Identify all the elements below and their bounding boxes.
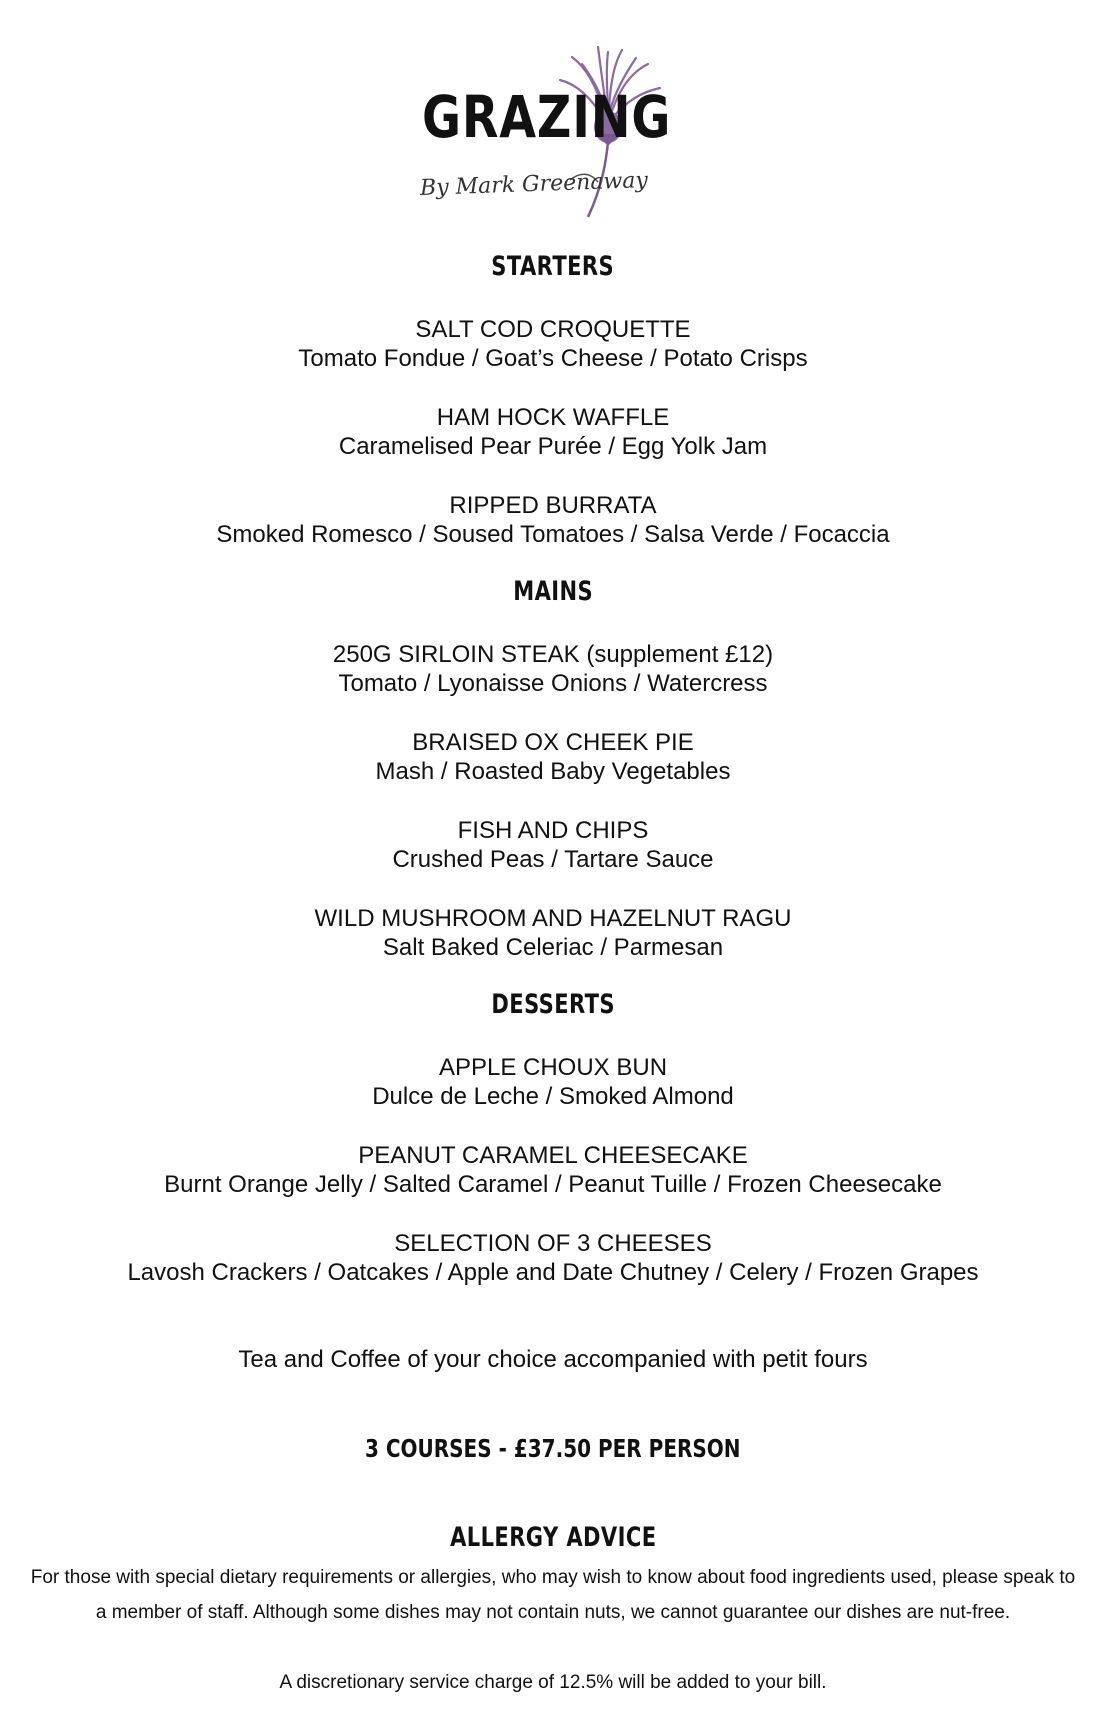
section-title-mains: MAINS (513, 576, 593, 607)
dish-description: Salt Baked Celeriac / Parmesan (382, 934, 724, 961)
dish-description: Burnt Orange Jelly / Salted Caramel / Peanut Tuille / Frozen Cheesecake (164, 1171, 942, 1198)
price-label: 3 COURSES - £37.50 PER PERSON (365, 1434, 741, 1463)
dish-name: SELECTION OF 3 CHEESES (394, 1230, 712, 1257)
restaurant-name: GRAZING (422, 83, 672, 151)
allergy-advice-text (0, 1560, 1106, 1630)
section-title-starters: STARTERS (491, 251, 615, 282)
dish-description: Smoked Romesco / Soused Tomatoes / Salsa Verde / Focaccia (216, 521, 890, 548)
dish-name: APPLE CHOUX BUN (438, 1054, 668, 1081)
menu-item (0, 904, 1106, 962)
dish-name: SALT COD CROQUETTE (415, 316, 691, 343)
dish-description: Crushed Peas / Tartare Sauce (392, 846, 714, 873)
menu-item (0, 816, 1106, 874)
allergy-line: For those with special dietary requirements or allergies, who may wish to know about food ingredients used, please speak to (30, 1567, 1076, 1588)
allergy-line: a member of staff. Although some dishes may not contain nuts, we cannot guarantee our dishes are nut-free. (95, 1602, 1011, 1623)
dish-name: HAM HOCK WAFFLE (436, 404, 670, 431)
logo (410, 22, 690, 222)
menu-item (0, 315, 1106, 373)
dish-name: PEANUT CARAMEL CHEESECAKE (358, 1142, 748, 1169)
dish-name: 250G SIRLOIN STEAK (supplement £12) (332, 641, 774, 668)
menu-item (0, 403, 1106, 461)
menu-item (0, 728, 1106, 786)
menu-item (0, 1141, 1106, 1199)
dish-description: Mash / Roasted Baby Vegetables (375, 758, 731, 785)
section-title-desserts: DESSERTS (491, 989, 615, 1020)
tea-coffee-note: Tea and Coffee of your choice accompanied with petit fours (238, 1346, 868, 1373)
dish-description: Tomato Fondue / Goat’s Cheese / Potato Crisps (298, 345, 808, 372)
dish-description: Lavosh Crackers / Oatcakes / Apple and Date Chutney / Celery / Frozen Grapes (127, 1259, 979, 1286)
menu-item (0, 491, 1106, 549)
dish-name: RIPPED BURRATA (449, 492, 657, 519)
service-charge-note: A discretionary service charge of 12.5% will be added to your bill. (279, 1672, 827, 1693)
dish-name: BRAISED OX CHEEK PIE (412, 729, 694, 756)
chef-byline: By Mark Greenaway (419, 168, 649, 201)
dish-name: WILD MUSHROOM AND HAZELNUT RAGU (314, 905, 792, 932)
dish-description: Dulce de Leche / Smoked Almond (372, 1083, 734, 1110)
allergy-title: ALLERGY ADVICE (449, 1522, 657, 1553)
dish-description: Tomato / Lyonaisse Onions / Watercress (338, 670, 768, 697)
menu-item (0, 1229, 1106, 1287)
dish-description: Caramelised Pear Purée / Egg Yolk Jam (338, 433, 768, 460)
dish-name: FISH AND CHIPS (457, 817, 649, 844)
menu-item (0, 1053, 1106, 1111)
menu-item (0, 640, 1106, 698)
